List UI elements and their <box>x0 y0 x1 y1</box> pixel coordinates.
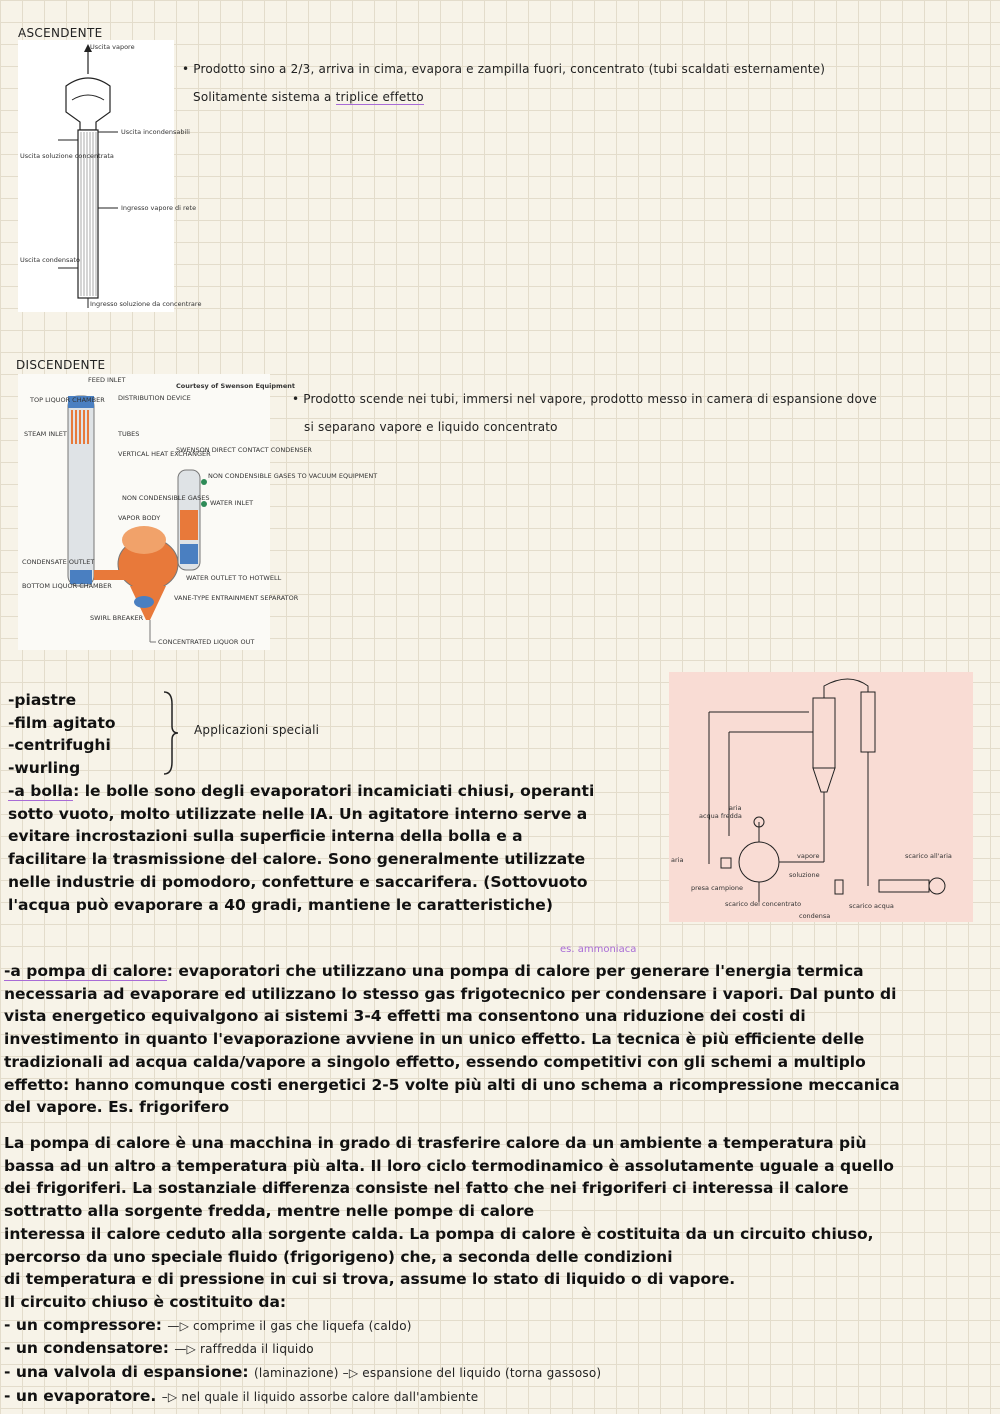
label-uscita-vapore: Uscita vapore <box>90 43 135 51</box>
ciclo-line: La pompa di calore è una macchina in grado di trasferire calore da un ambiente a temperatura più <box>4 1134 867 1152</box>
label-vane-separator: VANE-TYPE ENTRAINMENT SEPARATOR <box>174 594 299 602</box>
label-uscita-condensato: Uscita condensato <box>20 256 80 264</box>
ciclo-line: sottratto alla sorgente fredda, mentre nelle pompe di calore <box>4 1202 535 1221</box>
label-non-condensible: NON CONDENSIBLE GASES <box>122 494 210 502</box>
component-note: –▷ nel quale il liquido assorbe calore dall'ambiente <box>161 1389 479 1404</box>
label-concentrated-out: CONCENTRATED LIQUOR OUT <box>158 638 255 646</box>
label-swirl-breaker: SWIRL BREAKER <box>90 614 144 622</box>
label-ingresso-vapore: Ingresso vapore di rete <box>121 204 197 212</box>
label-feed-inlet: FEED INLET <box>88 376 126 384</box>
bolla-line: : le bolle sono degli evaporatori incamiciati chiusi, operanti <box>73 782 595 800</box>
component-label: - un compressore: <box>4 1315 162 1334</box>
bolla-line: nelle industrie di pomodoro, confetture e saccarifera. (Sottovuoto <box>8 872 588 891</box>
ciclo-line: bassa ad un altro a temperatura più alta. Il loro ciclo termodinamico è assolutamente uguale a quello <box>4 1156 894 1175</box>
label-condensa: condensa <box>799 912 831 920</box>
label-distribution: DISTRIBUTION DEVICE <box>118 394 191 402</box>
bolla-line: facilitare la trasmissione del calore. Sono generalmente utilizzate <box>8 850 586 869</box>
label-soluzione: soluzione <box>789 871 820 879</box>
pompa-line: : evaporatori che utilizzano una pompa di calore per generare l'energia termica <box>166 962 864 980</box>
ciclo-line: di temperatura e di pressione in cui si trova, assume lo stato di liquido o di vapore. <box>4 1270 736 1289</box>
discendente-note-line1: • Prodotto scende nei tubi, immersi nel vapore, prodotto messo in camera di espansione dove <box>292 392 877 406</box>
pompa-line: effetto: hanno comunque costi energetici 2-5 volte più alti di uno schema a ricompressione meccanica <box>4 1075 900 1094</box>
list-item: -piastre <box>8 691 77 709</box>
ciclo-line: interessa il calore ceduto alla sorgente calda. La pompa di calore è costituita da un circuito chiuso, <box>4 1224 874 1243</box>
component-row <box>4 1361 994 1385</box>
ascendente-evaporator-figure <box>18 40 202 312</box>
label-bottom-liquor: BOTTOM LIQUOR CHAMBER <box>22 582 112 590</box>
pompa-line: vista energetico equivalgono ai sistemi 3-4 effetti ma consentono una riduzione dei costi di <box>4 1007 806 1026</box>
ciclo-line: dei frigoriferi. La sostanziale differenza consiste nel fatto che nei frigoriferi ci interessa il calore <box>4 1179 849 1198</box>
component-note: —▷ raffredda il liquido <box>174 1342 314 1357</box>
component-label: - un condensatore: <box>4 1339 169 1358</box>
list-item: -centrifughi <box>8 736 111 755</box>
label-scarico-acqua: scarico acqua <box>849 902 894 910</box>
heading-ascendente: ASCENDENTE <box>18 26 103 40</box>
component-row <box>4 1314 994 1338</box>
annotation-ammoniaca: es. ammoniaca <box>560 944 637 955</box>
component-label: - una valvola di espansione: <box>4 1363 249 1382</box>
pompa-line: necessaria ad evaporare ed utilizzano lo stesso gas frigotecnico per condensare i vapori. Dal punto di <box>4 984 897 1003</box>
component-note: —▷ comprime il gas che liquefa (caldo) <box>167 1318 412 1333</box>
label-uscita-soluzione: Uscita soluzione concentrata <box>20 152 114 160</box>
label-scarico-concentrato: scarico del concentrato <box>725 900 802 908</box>
label-presa-campione: presa campione <box>691 884 744 892</box>
label-water-inlet: WATER INLET <box>210 499 254 507</box>
label-swenson-condenser: SWENSON DIRECT CONTACT CONDENSER <box>176 446 312 454</box>
label-scarico-aria: scarico all'aria <box>905 852 952 860</box>
ascendente-note-line2-pre: Solitamente sistema a <box>193 90 336 104</box>
label-steam-inlet: STEAM INLET <box>24 430 67 438</box>
label-aria-left: aria <box>671 856 684 864</box>
falling-film-evaporator-diagram <box>18 374 378 650</box>
bolla-paragraph <box>8 780 658 916</box>
bolla-figure <box>669 672 973 922</box>
label-aria-top: aria <box>729 804 742 812</box>
ascendente-note-line2 <box>193 90 424 104</box>
component-label: - un evaporatore. <box>4 1386 157 1405</box>
applicazioni-label: Applicazioni speciali <box>194 723 320 737</box>
component-row <box>4 1385 994 1409</box>
heading-discendente: DISCENDENTE <box>16 358 106 372</box>
applicazioni-list <box>8 689 116 780</box>
ascendente-note-line1: • Prodotto sino a 2/3, arriva in cima, evapora e zampilla fuori, concentrato (tubi scaldati esternamente) <box>182 62 825 76</box>
pompa-lead: -a pompa di calore <box>4 962 167 980</box>
list-item: -wurling <box>8 759 81 778</box>
label-non-condensible-vacuum: NON CONDENSIBLE GASES TO VACUUM EQUIPMENT <box>208 472 378 480</box>
label-acqua-fredda: acqua fredda <box>699 812 742 820</box>
label-ingresso-soluzione: Ingresso soluzione da concentrare <box>90 300 202 308</box>
label-tubes: TUBES <box>118 430 140 438</box>
label-vertical-heat-exchanger: VERTICAL HEAT EXCHANGER <box>118 450 211 458</box>
list-item: -film agitato <box>8 713 116 732</box>
bolla-line: l'acqua può evaporare a 40 gradi, mantiene le caratteristiche) <box>8 895 553 914</box>
discendente-note-line2: si separano vapore e liquido concentrato <box>304 420 558 434</box>
component-row <box>4 1337 994 1361</box>
figure-credit: Courtesy of Swenson Equipment <box>176 382 295 390</box>
label-water-outlet: WATER OUTLET TO HOTWELL <box>186 574 282 582</box>
label-uscita-incondensabili: Uscita incondensabili <box>121 128 190 136</box>
pompa-line: investimento in quanto l'evaporazione avviene in un unico effetto. La tecnica è più efficiente delle <box>4 1030 865 1049</box>
ciclo-line: Il circuito chiuso è costituito da: <box>4 1292 287 1311</box>
bolla-line: evitare incrostazioni sulla superficie interna della bolla e a <box>8 827 523 846</box>
pompa-line: tradizionali ad acqua calda/vapore a singolo effetto, essendo competitivi con gli schemi a multiplo <box>4 1052 866 1071</box>
label-top-liquor: TOP LIQUOR CHAMBER <box>30 396 105 404</box>
bolla-line: sotto vuoto, molto utilizzate nelle IA. Un agitatore interno serve a <box>8 804 588 823</box>
ascendente-note-underlined: triplice effetto <box>335 90 424 104</box>
pompa-line: del vapore. Es. frigorifero <box>4 1098 230 1117</box>
rising-film-evaporator-diagram <box>18 40 202 312</box>
brace-icon <box>160 690 180 776</box>
label-vapore: vapore <box>797 852 820 860</box>
bolla-lead: -a bolla <box>8 782 74 800</box>
ciclo-paragraph <box>4 1132 994 1408</box>
bolla-evaporator-diagram <box>669 672 973 922</box>
pompa-paragraph <box>4 960 994 1119</box>
component-note: (laminazione) –▷ espansione del liquido (torna gassoso) <box>254 1366 602 1381</box>
discendente-evaporator-figure <box>18 374 378 650</box>
label-condensate-outlet: CONDENSATE OUTLET <box>22 558 95 566</box>
label-vapor-body: VAPOR BODY <box>118 514 161 522</box>
ciclo-line: percorso da uno speciale fluido (frigorigeno) che, a seconda delle condizioni <box>4 1247 673 1266</box>
